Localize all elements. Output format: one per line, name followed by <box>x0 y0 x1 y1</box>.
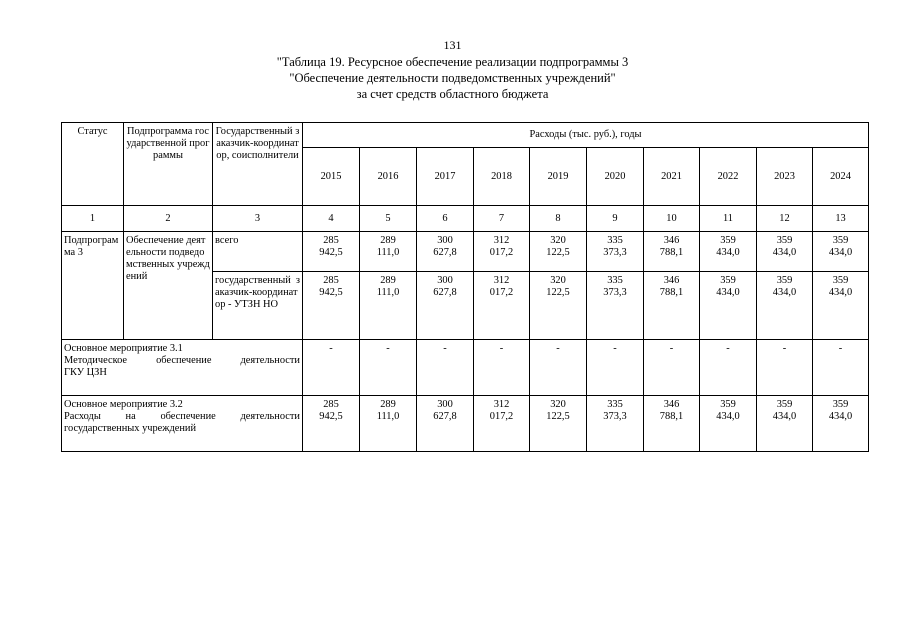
year-header-2020: 2020 <box>587 148 644 206</box>
event-3-2-text-2: государственных учреждений <box>64 423 197 434</box>
coordinator-value-2020: 335 373,3 <box>587 272 644 340</box>
subprogram-status: Подпрограмма 3 <box>62 232 124 340</box>
resource-table <box>61 122 869 452</box>
column-index-6: 6 <box>417 206 474 232</box>
event-3-2-value-2019: 320 122,5 <box>530 396 587 452</box>
title-line-2: "Обеспечение деятельности подведомственных учреждений" <box>289 71 616 85</box>
event-3-2-value-2018: 312 017,2 <box>474 396 530 452</box>
total-value-2021: 346 788,1 <box>644 232 700 272</box>
year-header-2017: 2017 <box>417 148 474 206</box>
coordinator-value-2015: 285 942,5 <box>303 272 360 340</box>
column-index-3: 3 <box>213 206 303 232</box>
event-3-1-value-2022: - <box>700 340 757 396</box>
year-header-2018: 2018 <box>474 148 530 206</box>
event-3-1-value-2018: - <box>474 340 530 396</box>
coordinator-value-2022: 359 434,0 <box>700 272 757 340</box>
event-3-1-value-2021: - <box>644 340 700 396</box>
event-3-1-value-2015: - <box>303 340 360 396</box>
header-expenses: Расходы (тыс. руб.), годы <box>303 123 869 148</box>
coordinator-value-2019: 320 122,5 <box>530 272 587 340</box>
coordinator-value-2018: 312 017,2 <box>474 272 530 340</box>
event-3-2-value-2024: 359 434,0 <box>813 396 869 452</box>
year-header-2024: 2024 <box>813 148 869 206</box>
title-line-1: "Таблица 19. Ресурсное обеспечение реализации подпрограммы 3 <box>276 55 629 69</box>
event-3-2-value-2022: 359 434,0 <box>700 396 757 452</box>
column-index-5: 5 <box>360 206 417 232</box>
column-index-12: 12 <box>757 206 813 232</box>
total-value-2015: 285 942,5 <box>303 232 360 272</box>
event-3-2-value-2023: 359 434,0 <box>757 396 813 452</box>
year-header-2019: 2019 <box>530 148 587 206</box>
coordinator-main: государственный заказчик-координатор - УТЗН НО <box>213 272 303 340</box>
event-3-1-value-2020: - <box>587 340 644 396</box>
event-3-2-value-2017: 300 627,8 <box>417 396 474 452</box>
coordinator-total: всего <box>213 232 303 272</box>
event-3-1 <box>62 340 303 396</box>
header-subprogram: Подпрограмма государственной программы <box>124 123 213 206</box>
column-index-8: 8 <box>530 206 587 232</box>
column-index-9: 9 <box>587 206 644 232</box>
event-3-2-value-2020: 335 373,3 <box>587 396 644 452</box>
total-value-2019: 320 122,5 <box>530 232 587 272</box>
event-3-1-value-2017: - <box>417 340 474 396</box>
total-value-2023: 359 434,0 <box>757 232 813 272</box>
total-value-2020: 335 373,3 <box>587 232 644 272</box>
total-value-2017: 300 627,8 <box>417 232 474 272</box>
column-index-4: 4 <box>303 206 360 232</box>
page-number: 131 <box>443 38 462 52</box>
column-index-10: 10 <box>644 206 700 232</box>
event-3-2-label: Основное мероприятие 3.2 <box>64 399 183 410</box>
total-value-2018: 312 017,2 <box>474 232 530 272</box>
event-3-2-text-1: Расходы на обеспечение деятельности <box>64 411 300 422</box>
column-index-13: 13 <box>813 206 869 232</box>
column-index-7: 7 <box>474 206 530 232</box>
year-header-2015: 2015 <box>303 148 360 206</box>
coordinator-value-2016: 289 111,0 <box>360 272 417 340</box>
year-header-2023: 2023 <box>757 148 813 206</box>
event-3-1-value-2019: - <box>530 340 587 396</box>
title-line-3: за счет средств областного бюджета <box>356 87 549 101</box>
event-3-1-label: Основное мероприятие 3.1 <box>64 343 183 354</box>
year-header-2016: 2016 <box>360 148 417 206</box>
column-index-11: 11 <box>700 206 757 232</box>
event-3-1-text-1: Методическое обеспечение деятельности <box>64 355 300 366</box>
event-3-2-value-2015: 285 942,5 <box>303 396 360 452</box>
coordinator-value-2024: 359 434,0 <box>813 272 869 340</box>
header-coordinator: Государственный заказчик-координатор, соисполнители <box>213 123 303 206</box>
total-value-2024: 359 434,0 <box>813 232 869 272</box>
event-3-1-value-2024: - <box>813 340 869 396</box>
coordinator-value-2023: 359 434,0 <box>757 272 813 340</box>
event-3-2 <box>62 396 303 452</box>
table-title <box>0 54 905 102</box>
coordinator-value-2017: 300 627,8 <box>417 272 474 340</box>
total-value-2022: 359 434,0 <box>700 232 757 272</box>
event-3-1-text-2: ГКУ ЦЗН <box>64 367 107 378</box>
column-index-1: 1 <box>62 206 124 232</box>
event-3-2-value-2016: 289 111,0 <box>360 396 417 452</box>
coordinator-value-2021: 346 788,1 <box>644 272 700 340</box>
year-header-2022: 2022 <box>700 148 757 206</box>
event-3-1-value-2016: - <box>360 340 417 396</box>
column-index-2: 2 <box>124 206 213 232</box>
subprogram-name: Обеспечение деятельности подведомственных учреждений <box>124 232 213 340</box>
year-header-2021: 2021 <box>644 148 700 206</box>
event-3-1-value-2023: - <box>757 340 813 396</box>
header-status: Статус <box>62 123 124 206</box>
event-3-2-value-2021: 346 788,1 <box>644 396 700 452</box>
total-value-2016: 289 111,0 <box>360 232 417 272</box>
